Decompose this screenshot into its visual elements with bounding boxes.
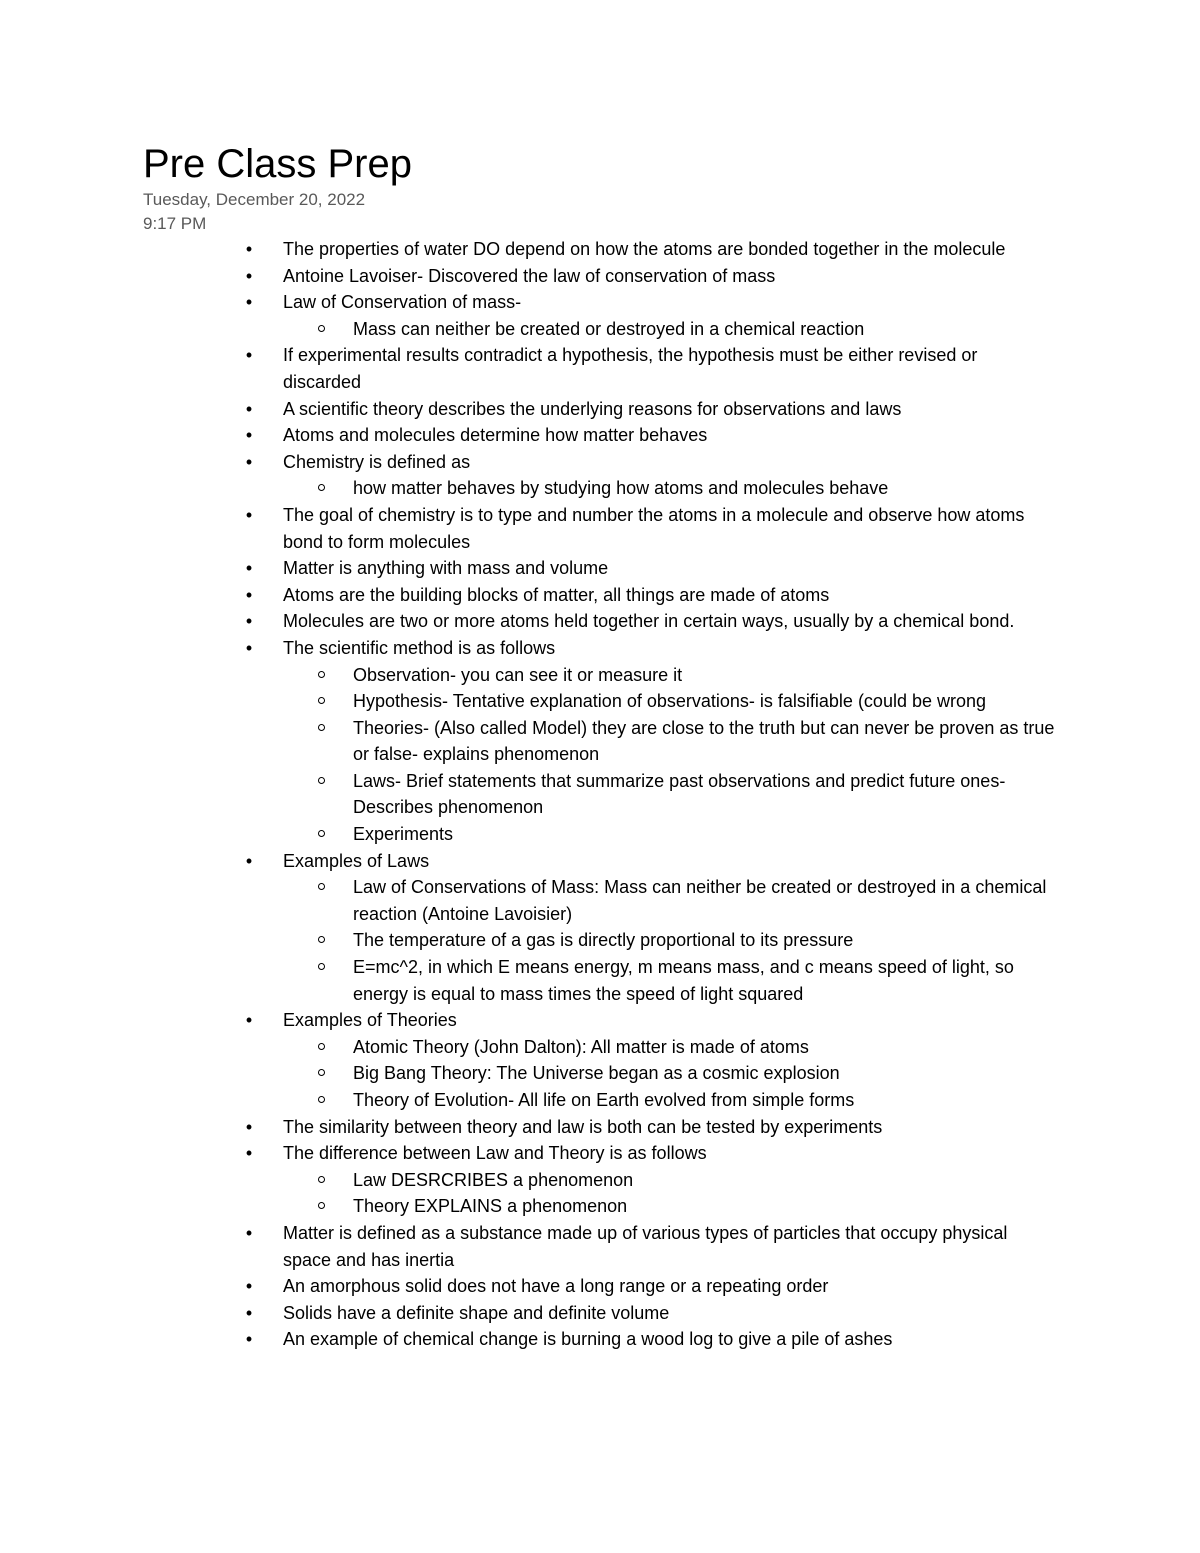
bullet-icon: •	[245, 451, 253, 472]
sub-list-item-text: Atomic Theory (John Dalton): All matter is made of atoms	[353, 1036, 809, 1057]
list-item	[0, 1300, 1200, 1327]
list-item	[0, 263, 1200, 290]
list-item	[0, 396, 1200, 423]
bullet-icon: •	[245, 425, 253, 446]
bullet-icon: •	[245, 611, 253, 632]
sub-list-item	[0, 1193, 1200, 1220]
bullet-icon: •	[245, 637, 253, 658]
sub-list-item-text: E=mc^2, in which E means energy, m means mass, and c means speed of light, so energy is equal to mass times the speed of light squared	[353, 957, 1014, 1004]
sub-list-item	[0, 1087, 1200, 1114]
list-item	[0, 236, 1200, 263]
sub-list-item	[0, 475, 1200, 502]
sub-list-item	[0, 954, 1200, 1007]
hollow-bullet-icon	[318, 325, 325, 332]
sub-list-item-text: Theories- (Also called Model) they are close to the truth but can never be proven as true or false- explains phenomenon	[353, 717, 1055, 765]
list-item-text: Atoms are the building blocks of matter, all things are made of atoms	[283, 584, 830, 605]
list-item-text: Matter is anything with mass and volume	[283, 558, 609, 579]
sub-list-item-text: Law DESRCRIBES a phenomenon	[353, 1169, 634, 1190]
list-item	[0, 608, 1200, 635]
list-item-text: The similarity between theory and law is both can be tested by experiments	[283, 1116, 883, 1137]
bullet-icon: •	[245, 1329, 253, 1350]
list-item-text: Chemistry is defined as	[283, 451, 471, 472]
list-item-text: The difference between Law and Theory is as follows	[283, 1143, 707, 1164]
list-item-text: The scientific method is as follows	[283, 637, 556, 658]
sub-list-item	[0, 927, 1200, 954]
list-item-text: Examples of Laws	[283, 850, 430, 871]
bullet-icon: •	[245, 239, 253, 259]
sub-list-item-text: Law of Conservations of Mass: Mass can neither be created or destroyed in a chemical reaction (Antoine Lavoisier)	[353, 877, 1047, 924]
sub-list-item-text: The temperature of a gas is directly proportional to its pressure	[353, 930, 854, 951]
sub-list-item-text: Experiments	[353, 824, 454, 845]
list-item	[0, 555, 1200, 582]
page-title: Pre Class Prep	[143, 142, 412, 186]
list-item	[0, 848, 1200, 875]
sub-list-item-text: Hypothesis- Tentative explanation of observations- is falsifiable (could be wrong	[353, 691, 987, 712]
sub-list-item	[0, 768, 1200, 821]
list-item	[0, 502, 1200, 555]
hollow-bullet-icon	[318, 1096, 325, 1103]
list-item-text: Examples of Theories	[283, 1010, 457, 1031]
list-item-text: An amorphous solid does not have a long range or a repeating order	[283, 1276, 829, 1297]
list-item-text: The properties of water DO depend on how the atoms are bonded together in the molecule	[283, 239, 1006, 259]
bullet-icon: •	[245, 398, 253, 419]
sub-list-item-text: Big Bang Theory: The Universe began as a cosmic explosion	[353, 1063, 840, 1084]
hollow-bullet-icon	[318, 1202, 325, 1209]
bullet-icon: •	[245, 558, 253, 579]
list-item	[0, 635, 1200, 662]
sub-list-item-text: Laws- Brief statements that summarize past observations and predict future ones- Describes phenomenon	[353, 770, 1006, 818]
note-date: Tuesday, December 20, 2022	[143, 190, 366, 209]
sub-list-item	[0, 874, 1200, 927]
list-item-text: Atoms and molecules determine how matter behaves	[283, 425, 708, 446]
hollow-bullet-icon	[318, 936, 325, 943]
list-item	[0, 342, 1200, 395]
sub-list-item	[0, 662, 1200, 689]
list-item-text: An example of chemical change is burning a wood log to give a pile of ashes	[283, 1329, 893, 1350]
list-item	[0, 582, 1200, 609]
bullet-icon: •	[245, 265, 253, 286]
list-item-text: A scientific theory describes the underlying reasons for observations and laws	[283, 398, 902, 419]
sub-list-item-text: how matter behaves by studying how atoms and molecules behave	[353, 478, 889, 499]
bullet-icon: •	[245, 1302, 253, 1323]
list-item-text: The goal of chemistry is to type and number the atoms in a molecule and observe how atoms bond to form molecules	[283, 504, 1025, 552]
hollow-bullet-icon	[318, 697, 325, 704]
sub-list-item	[0, 688, 1200, 715]
sub-list-item	[0, 1167, 1200, 1194]
list-item	[0, 1114, 1200, 1141]
list-item-text: If experimental results contradict a hypothesis, the hypothesis must be either revised or discarded	[283, 345, 978, 392]
sub-list-item-text: Theory of Evolution- All life on Earth evolved from simple forms	[353, 1090, 855, 1110]
notes-list	[0, 236, 1200, 1353]
hollow-bullet-icon	[318, 830, 325, 837]
hollow-bullet-icon	[318, 1043, 325, 1050]
bullet-icon: •	[245, 1222, 253, 1243]
hollow-bullet-icon	[318, 883, 325, 890]
hollow-bullet-icon	[318, 777, 325, 784]
list-item	[0, 422, 1200, 449]
sub-list-item-text: Mass can neither be created or destroyed in a chemical reaction	[353, 318, 865, 339]
list-item-text: Matter is defined as a substance made up of various types of particles that occupy physical space and has inertia	[283, 1222, 1008, 1270]
list-item-text: Molecules are two or more atoms held together in certain ways, usually by a chemical bond.	[283, 611, 1015, 632]
hollow-bullet-icon	[318, 963, 325, 970]
list-item	[0, 1220, 1200, 1273]
bullet-icon: •	[245, 1010, 253, 1031]
sub-list-item	[0, 316, 1200, 343]
hollow-bullet-icon	[318, 1069, 325, 1076]
sub-list-item-text: Observation- you can see it or measure it	[353, 664, 683, 685]
sub-list-item	[0, 821, 1200, 848]
bullet-icon: •	[245, 1143, 253, 1164]
sub-list-item	[0, 1060, 1200, 1087]
bullet-icon: •	[245, 1116, 253, 1137]
list-item-text: Solids have a definite shape and definite volume	[283, 1302, 670, 1323]
bullet-icon: •	[245, 850, 253, 871]
hollow-bullet-icon	[318, 484, 325, 491]
list-item	[0, 1273, 1200, 1300]
sub-list-item	[0, 1034, 1200, 1061]
bullet-icon: •	[245, 584, 253, 605]
sub-list-item	[0, 715, 1200, 768]
list-item-text: Antoine Lavoiser- Discovered the law of conservation of mass	[283, 265, 776, 286]
list-item	[0, 289, 1200, 316]
sub-list-item-text: Theory EXPLAINS a phenomenon	[353, 1196, 628, 1217]
hollow-bullet-icon	[318, 724, 325, 731]
list-item	[0, 1326, 1200, 1353]
list-item	[0, 1140, 1200, 1167]
list-item	[0, 449, 1200, 476]
bullet-icon: •	[245, 292, 253, 313]
list-item	[0, 1007, 1200, 1034]
hollow-bullet-icon	[318, 671, 325, 678]
bullet-icon: •	[245, 345, 253, 366]
hollow-bullet-icon	[318, 1176, 325, 1183]
bullet-icon: •	[245, 504, 253, 525]
list-item-text: Law of Conservation of mass-	[283, 292, 522, 313]
bullet-icon: •	[245, 1276, 253, 1297]
note-time: 9:17 PM	[143, 214, 207, 233]
